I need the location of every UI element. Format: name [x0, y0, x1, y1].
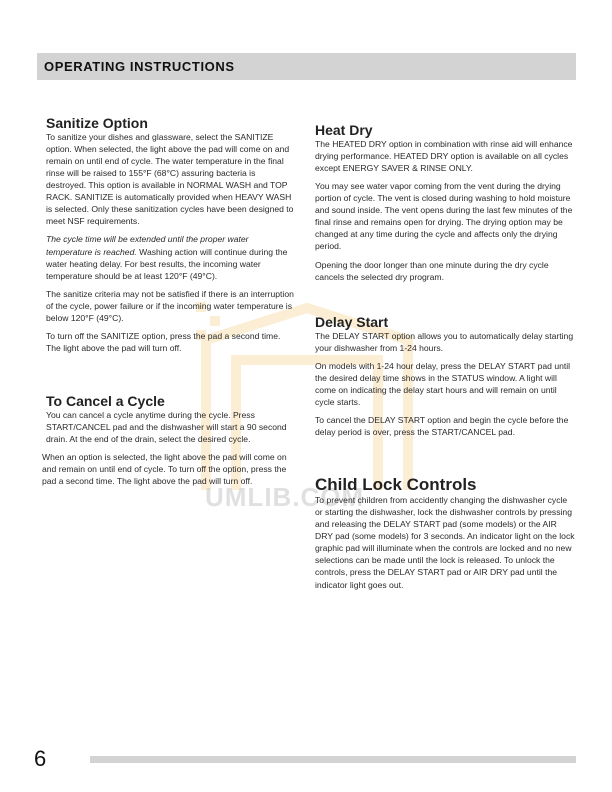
sanitize-paragraph-1: To sanitize your dishes and glassware, select the SANITIZE option. When selected, the light above the pad will come on and remain on until end of cycle. The water temperature in the final rinse will be raised to 155°F (68°C) assuring bacteria is destroyed. This option is available in NORMAL WASH and TOP RACK. SANITIZE is automatically provided when HEAVY WASH is selected. Only these sanitization cycles have been designed to meet NSF requirements. [46, 131, 294, 227]
sanitize-paragraph-3: The sanitize criteria may not be satisfied if there is an interruption of the cycle, power failure or if the incoming water temperature is below 120°F (49°C). [46, 288, 294, 323]
cancel-paragraph-2: When an option is selected, the light above the pad will come on and remain on until end of cycle. To turn off the option, press the pad a second time. The light above the pad will turn off. [42, 451, 287, 487]
delay-paragraph-3: To cancel the DELAY START option and begin the cycle before the delay period is over, press the START/CANCEL pad. [315, 415, 569, 438]
delay-section [315, 315, 577, 438]
heatdry-paragraph-3: Opening the door longer than one minute during the dry cycle cancels the selected dry program. [315, 259, 549, 282]
cancel-section [42, 393, 296, 487]
heatdry-section [315, 123, 577, 283]
sanitize-paragraph-2 [46, 233, 296, 281]
page-number: 6 [34, 746, 47, 771]
heatdry-paragraph-2: You may see water vapor coming from the vent during the drying portion of cycle. The vent is closed during washing to hold moisture and sound inside. The vent opens during the last few minutes of the final rinse and remains open for drying. The drying option may be changed at any time during the cycle and affects only the drying period. [315, 180, 573, 252]
header-bar [37, 53, 576, 80]
sanitize-heading: Sanitize Option [46, 115, 148, 131]
sanitize-italic-note: The cycle time will be extended until the proper water temperature is reached. [46, 234, 249, 257]
cancel-heading: To Cancel a Cycle [46, 393, 165, 409]
delay-paragraph-1: The DELAY START option allows you to automatically delay starting your dishwasher from 1-24 hours. [315, 330, 574, 353]
sanitize-section [46, 116, 296, 354]
childlock-heading: Child Lock Controls [315, 475, 477, 494]
childlock-section [315, 476, 577, 591]
childlock-paragraph-1: To prevent children from accidently changing the dishwasher cycle or starting the dishwasher, lock the dishwasher controls by pressing and releasing the DELAY START pad (some models) or the AIR DRY pad (some models) for 3 seconds. An indicator light on the lock graphic pad will illuminate when the controls are locked and no new selections can be made until the lock is released. To unlock the controls, press the DELAY START pad or AIR DRY pad until the indicator light goes out. [315, 494, 575, 590]
heatdry-paragraph-1: The HEATED DRY option in combination with rinse aid will enhance drying performance. HEATED DRY option is available on all cycles except ENERGY SAVER & RINSE ONLY. [315, 138, 573, 173]
delay-paragraph-2: On models with 1-24 hour delay, press the DELAY START pad until the desired delay time shows in the STATUS window. A light will come on indicating the delay start hours and will remain on until cycle starts. [315, 360, 571, 408]
sanitize-paragraph-4: To turn off the SANITIZE option, press the pad a second time. The light above the pad will turn off. [46, 331, 281, 354]
heatdry-heading: Heat Dry [315, 122, 373, 138]
cancel-paragraph-1: You can cancel a cycle anytime during the cycle. Press START/CANCEL pad and the dishwasher will start a 90 second drain. At the end of the drain, select the desired cycle. [46, 409, 287, 444]
footer-bar [90, 756, 576, 763]
watermark-text: UMLIB.COM [205, 482, 365, 512]
sanitize-paragraph-2-rest: Washing action will continue during the water heating delay. For best results, the incoming water temperature should be at least 120°F (49°C). [46, 246, 288, 281]
page-title: OPERATING INSTRUCTIONS [44, 59, 235, 74]
delay-heading: Delay Start [315, 314, 389, 330]
